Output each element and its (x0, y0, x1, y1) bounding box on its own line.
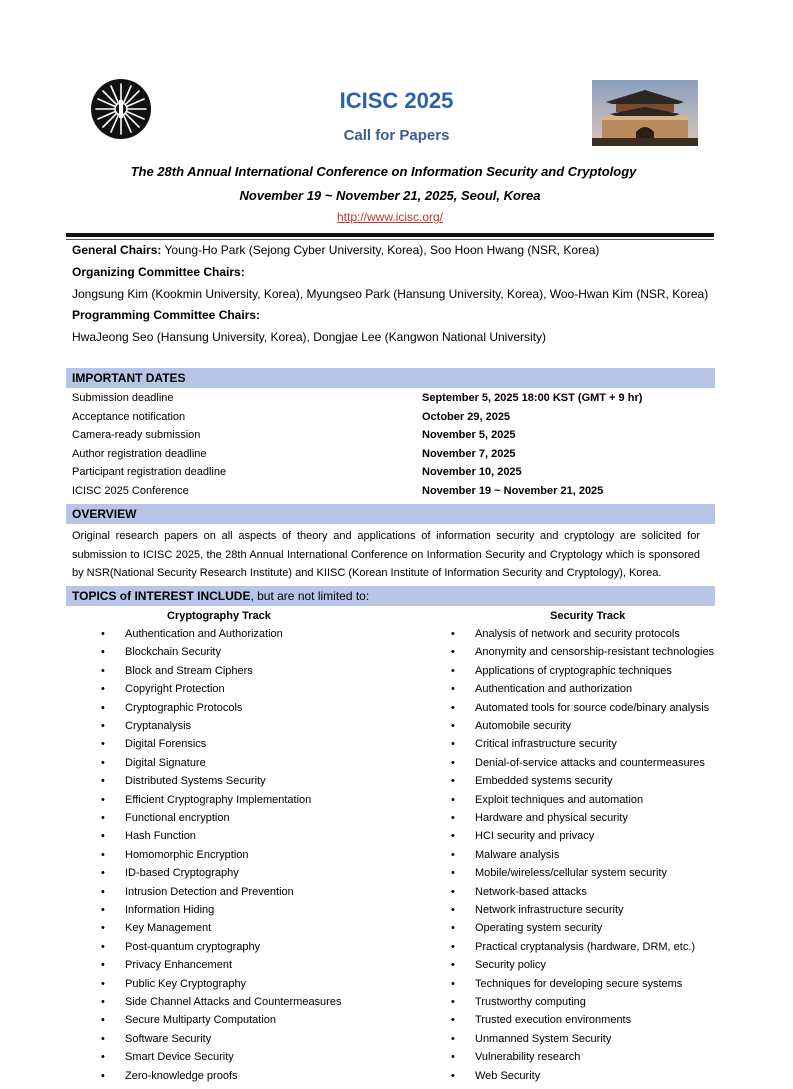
bullet-icon: • (451, 812, 455, 824)
bullet-icon: • (451, 904, 455, 916)
bullet-icon: • (101, 1051, 105, 1064)
security-topic-label: Web Security (475, 1069, 541, 1082)
security-topic-label: Anonymity and censorship-resistant technologies (475, 646, 715, 659)
bullet-icon: • (101, 738, 105, 751)
cryptography-topic-label: Cryptanalysis (125, 720, 192, 732)
cryptography-topic-label: Zero-knowledge proofs (125, 1069, 238, 1082)
cryptography-topic-label: Key Management (125, 922, 212, 935)
bullet-icon: • (451, 664, 455, 677)
security-topic-label: Security policy (475, 959, 546, 972)
cryptography-topic-label: Side Channel Attacks and Countermeasures (125, 996, 342, 1008)
organizing-chairs-value: Jongsung Kim (Kookmin University, Korea), Myungseo Park (Hansung University, Korea), Woo-Hwan Kim (NSR, Korea) (72, 287, 709, 301)
bullet-icon: • (451, 1014, 455, 1027)
important-date-value: September 5, 2025 18:00 KST (GMT + 9 hr) (422, 392, 643, 404)
security-topic-label: Denial-of-service attacks and countermeasures (475, 756, 705, 769)
bullet-icon: • (451, 738, 455, 751)
bullet-icon: • (101, 664, 105, 677)
programming-chairs-heading (72, 308, 260, 322)
cryptography-topic-label: Intrusion Detection and Prevention (125, 885, 294, 898)
important-date-value: November 19 ~ November 21, 2025 (422, 484, 604, 497)
bullet-icon: • (101, 628, 105, 640)
bullet-icon: • (101, 1069, 105, 1082)
cryptography-topic-label: Authentication and Authorization (125, 628, 283, 640)
cryptography-topic-label: Secure Multiparty Computation (125, 1014, 277, 1027)
bullet-icon: • (101, 867, 105, 880)
important-date-label: Participant registration deadline (72, 466, 227, 478)
bullet-icon: • (101, 1032, 105, 1045)
important-date-label: Author registration deadline (72, 447, 207, 460)
security-topic-label: Operating system security (475, 922, 603, 935)
general-chairs-value: Young-Ho Park (Sejong Cyber University, Korea), Soo Hoon Hwang (NSR, Korea) (161, 243, 600, 257)
bullet-icon: • (101, 793, 105, 806)
cryptography-topic-label: Smart Device Security (125, 1051, 234, 1064)
security-topic-label: Hardware and physical security (475, 812, 628, 824)
programming-chairs-label: Programming Committee Chairs: (72, 308, 261, 322)
bullet-icon: • (451, 885, 455, 898)
topics-heading-bold: TOPICS of INTEREST INCLUDE (72, 589, 251, 603)
important-date-row (72, 448, 712, 466)
bullet-icon: • (451, 977, 455, 990)
conference-dates: November 19 ~ November 21, 2025, Seoul, Korea (239, 188, 541, 203)
cryptography-topic-label: Digital Signature (125, 756, 206, 769)
bullet-icon: • (451, 646, 455, 659)
overview-heading: OVERVIEW (66, 504, 715, 524)
cryptography-topic-label: Digital Forensics (125, 738, 207, 751)
cryptography-topic-label: Privacy Enhancement (125, 959, 232, 972)
bullet-icon: • (101, 904, 105, 916)
cryptography-topic-label: Information Hiding (125, 904, 215, 916)
bullet-icon: • (101, 830, 105, 843)
bullet-icon: • (101, 701, 105, 714)
cryptography-topic-label: Public Key Cryptography (125, 977, 247, 990)
general-chairs (72, 243, 599, 257)
security-topic-label: Trusted execution environments (475, 1014, 632, 1027)
header-divider-thick (66, 233, 714, 237)
topics-heading (66, 586, 715, 606)
security-topic-label: HCI security and privacy (475, 830, 595, 843)
cryptography-track-title: Cryptography Track (167, 610, 271, 622)
cryptography-topic-label: Hash Function (125, 830, 196, 843)
bullet-icon: • (451, 996, 455, 1008)
bullet-icon: • (101, 683, 105, 696)
security-topic-label: Mobile/wireless/cellular system security (475, 867, 667, 880)
security-topic-label: Analysis of network and security protocols (475, 628, 680, 640)
overview-text: Original research papers on all aspects of theory and applications of information security and cryptology are solicited for submission to ICISC 2025, the 28th Annual International Conference on Information Security and Cryptology which is sponsored by NSR(National Security Research Institute) and KIISC (Korean Institute of Information Security and Cryptology), Korea. (72, 530, 700, 579)
conference-url-link[interactable]: http://www.icisc.org/ (336, 210, 444, 224)
conference-name: The 28th Annual International Conference on Information Security and Cryptology (130, 164, 637, 179)
security-topic-label: Authentication and authorization (475, 683, 633, 696)
important-date-label: Acceptance notification (72, 410, 186, 423)
important-date-value: October 29, 2025 (422, 410, 511, 423)
security-track-title: Security Track (550, 610, 626, 622)
bullet-icon: • (451, 628, 455, 640)
important-date-row (72, 466, 712, 484)
bullet-icon: • (451, 1069, 455, 1082)
bullet-icon: • (451, 940, 455, 953)
important-date-row (72, 411, 712, 429)
security-topic-label: Unmanned System Security (475, 1032, 612, 1045)
security-topic-label: Exploit techniques and automation (475, 793, 644, 806)
security-topic-label: Vulnerability research (475, 1051, 581, 1064)
bullet-icon: • (101, 977, 105, 990)
bullet-icon: • (101, 1014, 105, 1027)
security-topic-label: Malware analysis (475, 848, 560, 861)
security-topic-label: Applications of cryptographic techniques (475, 664, 672, 677)
bullet-icon: • (451, 756, 455, 769)
bullet-icon: • (451, 830, 455, 843)
important-date-row (72, 429, 712, 447)
bullet-icon: • (451, 922, 455, 935)
bullet-icon: • (101, 959, 105, 972)
bullet-icon: • (451, 1051, 455, 1064)
bullet-icon: • (101, 720, 105, 732)
organizing-chairs-heading (72, 265, 245, 279)
bullet-icon: • (101, 756, 105, 769)
cryptography-topic-label: Homomorphic Encryption (125, 848, 249, 861)
cryptography-topic-label: Functional encryption (125, 812, 230, 824)
cryptography-topic-label: Post-quantum cryptography (125, 940, 261, 953)
cryptography-topic-label: Software Security (125, 1032, 212, 1045)
bullet-icon: • (451, 1032, 455, 1045)
bullet-icon: • (451, 793, 455, 806)
bullet-icon: • (451, 867, 455, 880)
important-date-row (72, 392, 712, 410)
important-dates-heading: IMPORTANT DATES (66, 368, 715, 388)
important-date-label: Submission deadline (72, 392, 174, 404)
bullet-icon: • (451, 683, 455, 696)
bullet-icon: • (451, 720, 455, 732)
security-topic-label: Critical infrastructure security (475, 738, 617, 751)
cryptography-topic-label: Cryptographic Protocols (125, 701, 243, 714)
important-date-value: November 5, 2025 (422, 429, 516, 441)
bullet-icon: • (101, 646, 105, 659)
bullet-icon: • (101, 940, 105, 953)
cryptography-topic-label: ID-based Cryptography (125, 867, 239, 880)
call-for-papers-subtitle: Call for Papers (343, 127, 450, 144)
bullet-icon: • (101, 996, 105, 1008)
security-topic-label: Automated tools for source code/binary analysis (475, 701, 710, 714)
bullet-icon: • (451, 701, 455, 714)
topics-heading-rest: , but are not limited to: (250, 589, 370, 603)
cryptography-topic-label: Blockchain Security (125, 646, 221, 659)
security-topic-label: Network infrastructure security (475, 904, 624, 916)
cryptography-topic-label: Efficient Cryptography Implementation (125, 793, 312, 806)
security-topic-label: Techniques for developing secure systems (475, 977, 683, 990)
bullet-icon: • (101, 922, 105, 935)
bullet-icon: • (101, 775, 105, 788)
bullet-icon: • (101, 885, 105, 898)
security-topic-label: Network-based attacks (475, 885, 587, 898)
important-date-label: Camera-ready submission (72, 429, 201, 441)
general-chairs-label: General Chairs: (72, 243, 162, 257)
important-date-row (72, 485, 712, 503)
cryptography-topic-label: Block and Stream Ciphers (125, 664, 253, 677)
header-divider-thin (66, 239, 714, 240)
page-title: ICISC 2025 (339, 88, 454, 113)
bullet-icon: • (451, 775, 455, 788)
important-date-label: ICISC 2025 Conference (72, 484, 189, 497)
palace-gate-photo (592, 80, 698, 146)
bullet-icon: • (451, 848, 455, 861)
bullet-icon: • (101, 812, 105, 824)
cryptography-topic-label: Copyright Protection (125, 683, 225, 696)
bullet-icon: • (101, 848, 105, 861)
security-topic-label: Trustworthy computing (475, 996, 586, 1008)
organizing-chairs-label: Organizing Committee Chairs: (72, 265, 245, 279)
cryptography-topic-label: Distributed Systems Security (125, 775, 266, 788)
important-date-value: November 10, 2025 (422, 466, 522, 478)
security-topic-label: Automobile security (475, 720, 571, 732)
programming-chairs-value: HwaJeong Seo (Hansung University, Korea), Dongjae Lee (Kangwon National University) (72, 330, 547, 344)
bullet-icon: • (451, 959, 455, 972)
security-topic-label: Embedded systems security (475, 775, 613, 788)
security-topic-label: Practical cryptanalysis (hardware, DRM, etc.) (475, 940, 696, 953)
important-date-value: November 7, 2025 (422, 447, 516, 460)
